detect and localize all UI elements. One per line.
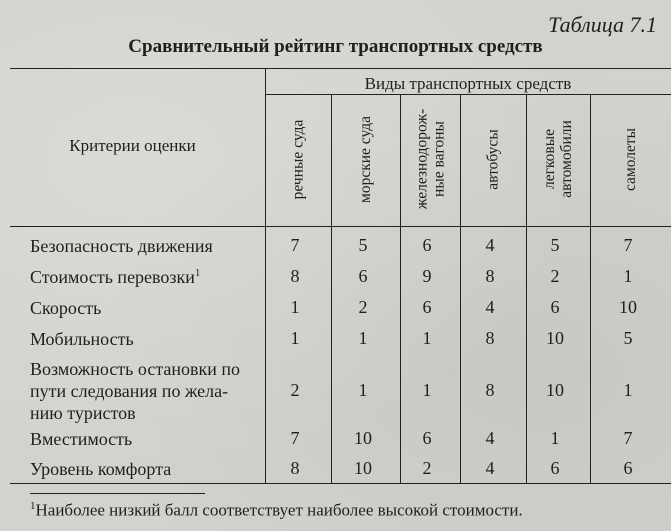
row-label bbox=[30, 428, 132, 450]
rating-cell: 8 bbox=[485, 328, 495, 348]
rating-cell: 6 bbox=[422, 297, 432, 317]
column-header bbox=[331, 93, 400, 225]
column-header bbox=[460, 93, 526, 225]
rating-cell: 6 bbox=[358, 266, 368, 286]
row-label-text: Стоимость перевозки bbox=[30, 267, 195, 287]
rating-cell: 7 bbox=[623, 235, 633, 255]
row-label-text: Безопасность движения bbox=[30, 236, 213, 256]
row-label-text: Вместимость bbox=[30, 429, 133, 449]
footnote-text: Наиболее низкий балл соответствует наиболее высокой стоимости. bbox=[35, 500, 523, 520]
rating-cell: 1 bbox=[623, 380, 633, 400]
rating-cell: 4 bbox=[485, 458, 495, 478]
rating-cell: 6 bbox=[550, 458, 560, 478]
table-top-rule bbox=[10, 68, 671, 69]
column-header-label: легковые автомобили bbox=[541, 120, 576, 198]
row-label bbox=[30, 328, 134, 350]
rating-cell: 7 bbox=[290, 235, 300, 255]
column-header bbox=[400, 93, 460, 225]
row-label bbox=[30, 297, 101, 319]
rating-cell: 1 bbox=[422, 380, 432, 400]
rating-cell: 2 bbox=[422, 458, 432, 478]
rating-cell: 4 bbox=[485, 235, 495, 255]
rating-cell: 10 bbox=[354, 458, 372, 478]
row-label bbox=[30, 458, 171, 480]
row-label bbox=[30, 235, 213, 257]
row-label-text: Возможность остановки по пути следования по жела- нию туристов bbox=[30, 359, 241, 423]
rating-cell: 8 bbox=[290, 458, 300, 478]
rating-cell: 10 bbox=[546, 328, 564, 348]
rating-cell: 1 bbox=[623, 266, 633, 286]
rating-cell: 6 bbox=[550, 297, 560, 317]
rating-cell: 8 bbox=[290, 266, 300, 286]
footnote-mark: 1 bbox=[30, 500, 36, 512]
footnote-rule bbox=[30, 493, 205, 494]
column-header-label: железнодорож- ные вагоны bbox=[413, 108, 447, 210]
column-header-label: речные суда bbox=[289, 119, 307, 199]
rating-cell: 1 bbox=[290, 297, 300, 317]
table-bottom-rule bbox=[10, 483, 671, 484]
rating-cell: 5 bbox=[623, 328, 633, 348]
row-label-text: Мобильность bbox=[30, 329, 134, 349]
footnote-mark: 1 bbox=[194, 267, 201, 279]
row-label-text: Уровень комфорта bbox=[30, 459, 172, 479]
column-header bbox=[590, 93, 671, 225]
rating-cell: 1 bbox=[422, 328, 432, 348]
rating-cell: 6 bbox=[422, 235, 432, 255]
rating-cell: 5 bbox=[358, 235, 368, 255]
column-header-label: морские суда bbox=[357, 115, 375, 203]
row-label bbox=[30, 358, 240, 424]
rating-cell: 5 bbox=[550, 235, 560, 255]
rating-cell: 7 bbox=[623, 428, 633, 448]
rating-cell: 1 bbox=[550, 428, 560, 448]
rating-cell: 7 bbox=[290, 428, 300, 448]
rating-cell: 10 bbox=[619, 297, 637, 317]
rating-cell: 2 bbox=[290, 380, 300, 400]
rating-cell: 4 bbox=[485, 297, 495, 317]
criteria-header: Критерии оценки bbox=[69, 136, 196, 155]
rating-cell: 2 bbox=[550, 266, 560, 286]
rating-cell: 4 bbox=[485, 428, 495, 448]
rating-cell: 1 bbox=[290, 328, 300, 348]
rating-cell: 9 bbox=[422, 266, 432, 286]
table-title: Сравнительный рейтинг транспортных средств bbox=[128, 36, 543, 57]
rating-cell: 6 bbox=[623, 458, 633, 478]
column-header-label: самолеты bbox=[621, 127, 639, 191]
column-header-label: автобусы bbox=[484, 128, 502, 190]
rating-cell: 10 bbox=[546, 380, 564, 400]
rating-cell: 6 bbox=[422, 428, 432, 448]
rating-cell: 8 bbox=[485, 266, 495, 286]
header-bottom-rule bbox=[10, 226, 671, 227]
column-header bbox=[526, 93, 590, 225]
table-number: Таблица 7.1 bbox=[548, 12, 657, 37]
rating-cell: 8 bbox=[485, 380, 495, 400]
rating-cell: 1 bbox=[358, 328, 368, 348]
row-label bbox=[30, 266, 200, 288]
rating-cell: 1 bbox=[358, 380, 368, 400]
row-label-text: Скорость bbox=[30, 298, 102, 318]
rating-cell: 2 bbox=[358, 297, 368, 317]
rating-cell: 10 bbox=[354, 428, 372, 448]
column-header bbox=[265, 93, 331, 225]
footnote bbox=[30, 500, 523, 521]
transport-types-header: Виды транспортных средств bbox=[364, 74, 572, 93]
